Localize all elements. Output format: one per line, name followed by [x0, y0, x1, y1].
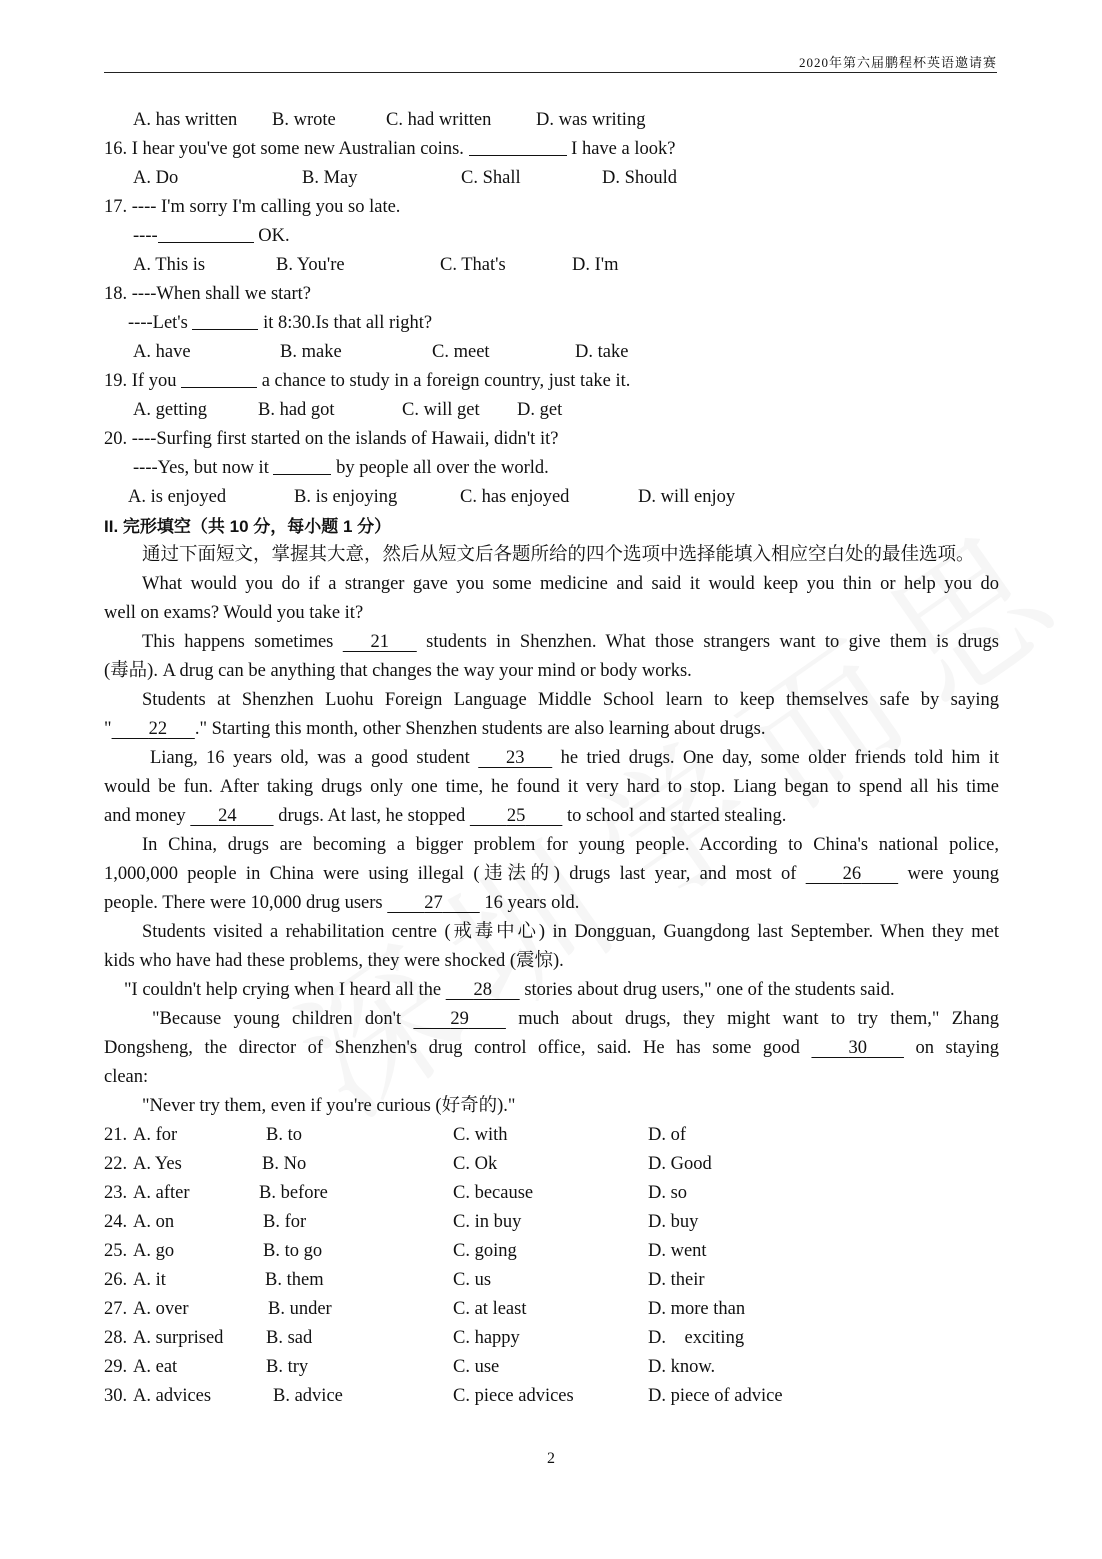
- blank-25: [470, 806, 563, 826]
- blank-25-number: 25: [506, 806, 526, 826]
- blank-23-number: 23: [505, 748, 525, 768]
- option-b: B. to go: [263, 1241, 323, 1261]
- row-number: 28.: [104, 1328, 128, 1348]
- passage-text: 1,000,000 people in China were using illegal (违法的) drugs last year, and most of: [104, 864, 797, 884]
- passage-text: "Because young children don't: [152, 1009, 402, 1029]
- option-a: A. advices: [133, 1386, 212, 1406]
- option-a: A. it: [133, 1270, 166, 1290]
- option-b: B. try: [266, 1357, 309, 1377]
- q17-blank: [158, 222, 254, 243]
- option-c: C. in buy: [453, 1212, 522, 1232]
- q17-option-a: A. This is: [133, 255, 206, 275]
- q17-reply-after: OK.: [258, 226, 290, 246]
- blank-26: [806, 864, 899, 884]
- q18-line1: ----When shall we start?: [131, 284, 312, 304]
- option-c: C. happy: [453, 1328, 520, 1348]
- blank-30-number: 30: [848, 1038, 867, 1058]
- option-b: B. No: [262, 1154, 307, 1174]
- passage-text: ." Starting this month, other Shenzhen students are also learning about drugs.: [194, 719, 766, 739]
- passage-p9: "Never try them, even if you're curious (好奇的).": [142, 1096, 516, 1116]
- q18-option-d: D. take: [575, 342, 629, 362]
- page-header: 2020年第六届鹏程杯英语邀请赛: [798, 55, 997, 70]
- passage-p5-line1: In China, drugs are becoming a bigger problem for young people. According to China's national police,: [142, 835, 999, 855]
- q17-options: [104, 251, 999, 280]
- blank-30: [811, 1038, 904, 1058]
- q20-option-d: D. will enjoy: [638, 487, 736, 507]
- q19-option-d: D. get: [517, 400, 563, 420]
- blank-23: [478, 748, 552, 768]
- option-c: C. because: [453, 1183, 534, 1203]
- q17-reply-prefix: ----: [133, 226, 158, 246]
- q16-blank: [469, 135, 567, 156]
- passage-p4-line1: [104, 744, 999, 773]
- q19-number: 19.: [104, 371, 128, 391]
- q17-stem: [104, 193, 999, 222]
- option-d: D. of: [648, 1125, 687, 1145]
- q19-blank: [181, 367, 257, 388]
- option-d: D. buy: [648, 1212, 699, 1232]
- passage-p8-line1: [104, 1005, 999, 1034]
- q17-number: 17.: [104, 197, 128, 217]
- option-d: D. their: [648, 1270, 705, 1290]
- q16-option-d: D. Should: [602, 168, 678, 188]
- q20-number: 20.: [104, 429, 128, 449]
- q20-option-a: A. is enjoyed: [128, 487, 227, 507]
- passage-p4-line3: [104, 802, 999, 831]
- q18-blank: [192, 309, 258, 330]
- row-number: 24.: [104, 1212, 128, 1232]
- passage-p8-line2: [104, 1034, 999, 1063]
- option-d: D. went: [648, 1241, 707, 1261]
- option-c: C. Ok: [453, 1154, 498, 1174]
- option-c: C. at least: [453, 1299, 527, 1319]
- option-b: B. before: [259, 1183, 328, 1203]
- passage-text: This happens sometimes: [142, 632, 334, 652]
- q19-option-a: A. getting: [133, 400, 207, 420]
- row-number: 25.: [104, 1241, 128, 1261]
- q20-reply-after: by people all over the world.: [336, 458, 549, 478]
- q17-option-d: D. I'm: [572, 255, 619, 275]
- row-number: 29.: [104, 1357, 128, 1377]
- q18-number: 18.: [104, 284, 128, 304]
- q16-number: 16.: [104, 139, 128, 159]
- q17-option-c: C. That's: [440, 255, 506, 275]
- blank-29-number: 29: [450, 1009, 469, 1029]
- q20-option-b: B. is enjoying: [294, 487, 398, 507]
- answer-row: [104, 1324, 999, 1353]
- passage-p3-line2: [104, 715, 999, 744]
- passage-text: people. There were 10,000 drug users: [104, 893, 383, 913]
- q18-options: [104, 338, 999, 367]
- option-c: C. use: [453, 1357, 500, 1377]
- q18-option-c: C. meet: [432, 342, 490, 362]
- blank-24: [190, 806, 273, 826]
- blank-28: [446, 980, 520, 1000]
- passage-p8-line3: clean:: [104, 1067, 149, 1087]
- passage-text: he tried drugs. One day, some older friends told him it: [560, 748, 1000, 768]
- q17-option-b: B. You're: [276, 255, 345, 275]
- q15-option-b: B. wrote: [272, 110, 336, 130]
- q20-blank: [273, 454, 331, 475]
- blank-27-number: 27: [424, 893, 443, 913]
- page-number: 2: [547, 1450, 555, 1467]
- page-content: [104, 106, 999, 1411]
- option-a: A. on: [133, 1212, 175, 1232]
- q15-options: [104, 106, 999, 135]
- q16-text-before: I hear you've got some new Australian coins.: [131, 139, 464, 159]
- option-d: D. piece of advice: [648, 1386, 783, 1406]
- row-number: 21.: [104, 1125, 128, 1145]
- passage-text: 16 years old.: [484, 893, 580, 913]
- option-a: A. Yes: [133, 1154, 182, 1174]
- passage-p3-line1: Students at Shenzhen Luohu Foreign Language Middle School learn to keep themselves safe by saying: [142, 690, 999, 710]
- blank-26-number: 26: [842, 864, 862, 884]
- row-number: 27.: [104, 1299, 128, 1319]
- answer-options: [104, 1121, 999, 1411]
- option-b: B. them: [265, 1270, 324, 1290]
- passage-p6-line1: Students visited a rehabilitation centre (戒毒中心) in Dongguan, Guangdong last September. When they met: [142, 922, 999, 942]
- row-number: 23.: [104, 1183, 128, 1203]
- answer-row: [104, 1121, 999, 1150]
- passage-text: and money: [104, 806, 186, 826]
- row-number: 22.: [104, 1154, 128, 1174]
- passage-text: Liang, 16 years old, was a good student: [150, 748, 470, 768]
- option-c: C. piece advices: [453, 1386, 574, 1406]
- q20-stem: [104, 425, 999, 454]
- passage-text: ": [104, 719, 112, 739]
- q19-text-before: If you: [131, 371, 177, 391]
- passage-p2-line1: [104, 628, 999, 657]
- q20-option-c: C. has enjoyed: [460, 487, 570, 507]
- q15-option-a: A. has written: [133, 110, 238, 130]
- answer-row: [104, 1208, 999, 1237]
- passage-p5-line3: [104, 889, 999, 918]
- blank-27: [387, 893, 480, 913]
- passage-text: "I couldn't help crying when I heard all the: [124, 980, 442, 1000]
- passage-text: much about drugs, they might want to try them," Zhang: [518, 1009, 999, 1029]
- q16-stem: [104, 135, 999, 164]
- passage-p2-line2: (毒品). A drug can be anything that changes the way your mind or body works.: [104, 661, 692, 681]
- passage-text: were young: [907, 864, 999, 884]
- option-a: A. after: [133, 1183, 190, 1203]
- blank-22: [112, 719, 195, 739]
- option-d: D. Good: [648, 1154, 712, 1174]
- blank-22-number: 22: [148, 719, 168, 739]
- passage-p1-line1: What would you do if a stranger gave you some medicine and said it would keep you thin or help you do: [142, 574, 999, 594]
- blank-29: [413, 1009, 506, 1029]
- option-c: C. with: [453, 1125, 508, 1145]
- header-rule: [104, 72, 997, 73]
- q18-stem: [104, 280, 999, 309]
- passage-text: drugs. At last, he stopped: [278, 806, 466, 826]
- passage-text: to school and started stealing.: [566, 806, 787, 826]
- passage-text: on staying: [915, 1038, 999, 1058]
- q20-reply-before: ----Yes, but now it: [133, 458, 269, 478]
- option-a: A. surprised: [133, 1328, 224, 1348]
- row-number: 26.: [104, 1270, 128, 1290]
- passage-p5-line2: [104, 860, 999, 889]
- q16-option-b: B. May: [302, 168, 358, 188]
- q19-option-b: B. had got: [258, 400, 335, 420]
- option-b: B. to: [266, 1125, 302, 1145]
- answer-row: [104, 1295, 999, 1324]
- row-number: 30.: [104, 1386, 128, 1406]
- answer-row: [104, 1353, 999, 1382]
- q19-text-after: a chance to study in a foreign country, just take it.: [261, 371, 631, 391]
- q19-stem: [104, 367, 999, 396]
- passage-text: stories about drug users," one of the students said.: [524, 980, 895, 1000]
- option-d: D. so: [648, 1183, 688, 1203]
- blank-21: [343, 632, 417, 652]
- q16-options: [104, 164, 999, 193]
- q20-line1: ----Surfing first started on the islands of Hawaii, didn't it?: [131, 429, 559, 449]
- option-a: A. over: [133, 1299, 189, 1319]
- section-instruction: 通过下面短文，掌握其大意，然后从短文后各题所给的四个选项中选择能填入相应空白处的最佳选项。: [142, 545, 975, 565]
- option-b: B. for: [263, 1212, 307, 1232]
- option-b: B. advice: [273, 1386, 343, 1406]
- passage-p7-line1: [104, 976, 999, 1005]
- blank-24-number: 24: [218, 806, 237, 826]
- answer-row: [104, 1150, 999, 1179]
- q18-reply-before: ----Let's: [128, 313, 188, 333]
- q20-options: [104, 483, 999, 512]
- q18-reply: [104, 309, 999, 338]
- answer-row: [104, 1382, 999, 1411]
- answer-row: [104, 1266, 999, 1295]
- option-c: C. going: [453, 1241, 517, 1261]
- blank-28-number: 28: [473, 980, 492, 1000]
- answer-row: [104, 1179, 999, 1208]
- option-a: A. for: [133, 1125, 178, 1145]
- q17-reply: [104, 222, 999, 251]
- q17-line1: ---- I'm sorry I'm calling you so late.: [131, 197, 401, 217]
- option-b: B. sad: [266, 1328, 313, 1348]
- option-d: D. exciting: [648, 1328, 745, 1348]
- q16-option-c: C. Shall: [461, 168, 521, 188]
- q15-option-d: D. was writing: [536, 110, 646, 130]
- passage-text: Dongsheng, the director of Shenzhen's drug control office, said. He has some good: [104, 1038, 800, 1058]
- option-a: A. go: [133, 1241, 175, 1261]
- q18-option-b: B. make: [280, 342, 342, 362]
- blank-21-number: 21: [370, 632, 390, 652]
- option-c: C. us: [453, 1270, 492, 1290]
- option-d: D. more than: [648, 1299, 746, 1319]
- q18-reply-after: it 8:30.Is that all right?: [263, 313, 433, 333]
- option-b: B. under: [268, 1299, 332, 1319]
- section-heading: II. 完形填空（共 10 分，每小题 1 分）: [104, 517, 392, 536]
- passage-p6-line2: kids who have had these problems, they were shocked (震惊).: [104, 951, 564, 971]
- q15-option-c: C. had written: [386, 110, 492, 130]
- passage-p4-line2: would be fun. After taking drugs only one time, he found it very hard to stop. Liang began to spend all his time: [104, 777, 999, 797]
- q16-option-a: A. Do: [133, 168, 179, 188]
- passage-text: students in Shenzhen. What those strangers want to give them is drugs: [426, 632, 1000, 652]
- option-a: A. eat: [133, 1357, 178, 1377]
- answer-row: [104, 1237, 999, 1266]
- passage-p1-line2: well on exams? Would you take it?: [104, 603, 364, 623]
- option-d: D. know.: [648, 1357, 716, 1377]
- q19-options: [104, 396, 999, 425]
- q20-reply: [104, 454, 999, 483]
- q18-option-a: A. have: [133, 342, 191, 362]
- q16-text-after: I have a look?: [571, 139, 676, 159]
- q19-option-c: C. will get: [402, 400, 480, 420]
